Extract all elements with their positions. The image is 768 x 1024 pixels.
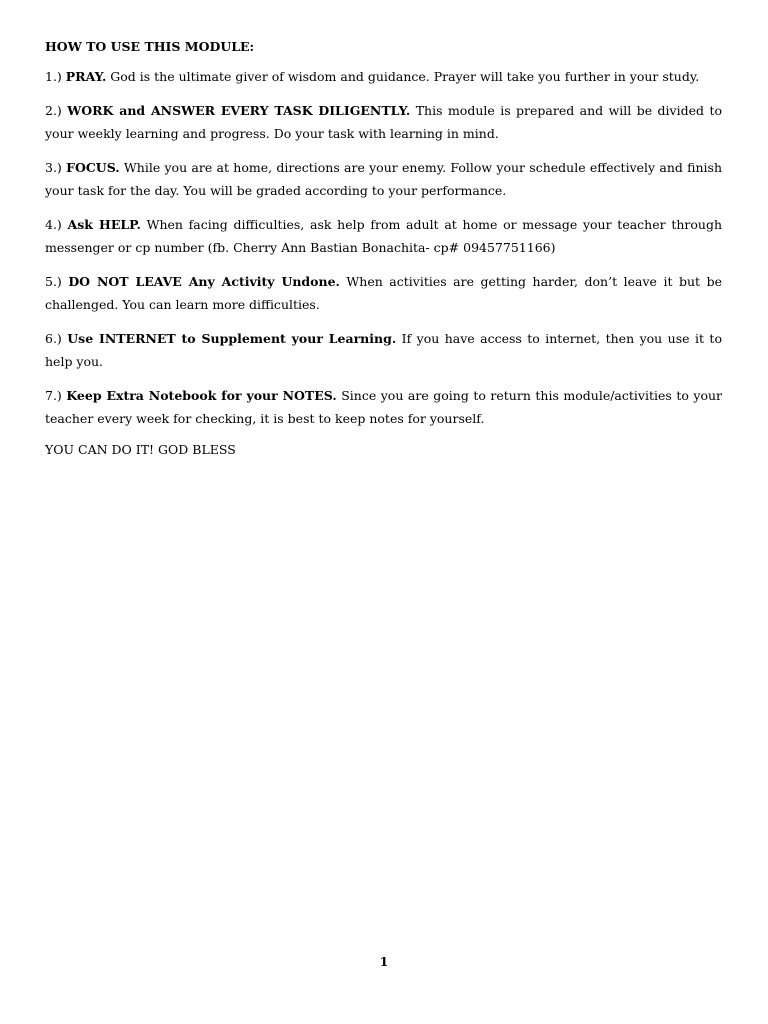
item-body: If you have access to internet, then you use it to help you. <box>45 331 722 369</box>
item-body: While you are at home, directions are your enemy. Follow your schedule effectively and finish your task for the day. You will be graded according to your performance. <box>45 160 723 198</box>
item-number: 5.) <box>45 274 69 289</box>
item-lead: Keep Extra Notebook for your NOTES. <box>66 388 337 403</box>
item-body: Since you are going to return this module/activities to your teacher every week for checking, it is best to keep notes for yourself. <box>45 388 723 426</box>
item-body: This module is prepared and will be divided to your weekly learning and progress. Do your task with learning in mind. <box>45 103 722 141</box>
instruction-item-4 <box>45 213 722 259</box>
closing-line: YOU CAN DO IT! GOD BLESS <box>45 442 236 457</box>
item-body: When activities are getting harder, don’t leave it but be challenged. You can learn more difficulties. <box>45 274 722 312</box>
item-lead: WORK and ANSWER EVERY TASK DILIGENTLY. <box>67 103 411 118</box>
item-number: 4.) <box>45 217 68 232</box>
item-lead: DO NOT LEAVE Any Activity Undone. <box>68 274 340 289</box>
item-body: God is the ultimate giver of wisdom and guidance. Prayer will take you further in your study. <box>106 69 700 84</box>
item-number: 3.) <box>45 160 67 175</box>
instruction-item-1 <box>45 65 722 88</box>
item-number: 2.) <box>45 103 68 118</box>
item-lead: PRAY. <box>65 69 107 84</box>
item-lead: Ask HELP. <box>67 217 141 232</box>
instruction-item-3 <box>45 156 722 202</box>
item-number: 7.) <box>45 388 67 403</box>
module-heading: HOW TO USE THIS MODULE: <box>45 39 255 54</box>
item-number: 6.) <box>45 331 68 346</box>
instruction-item-2 <box>45 99 722 145</box>
instruction-item-5 <box>45 270 722 316</box>
page-number: 1 <box>379 954 389 969</box>
document-page <box>45 38 722 459</box>
item-lead: Use INTERNET to Supplement your Learning. <box>67 331 397 346</box>
instruction-item-6 <box>45 327 722 373</box>
item-body: When facing difficulties, ask help from adult at home or message your teacher through messenger or cp number (fb. Cherry Ann Bastian Bonachita- cp# 09457751166) <box>45 217 723 255</box>
instruction-item-7 <box>45 384 722 430</box>
item-number: 1.) <box>45 69 66 84</box>
item-lead: FOCUS. <box>66 160 120 175</box>
